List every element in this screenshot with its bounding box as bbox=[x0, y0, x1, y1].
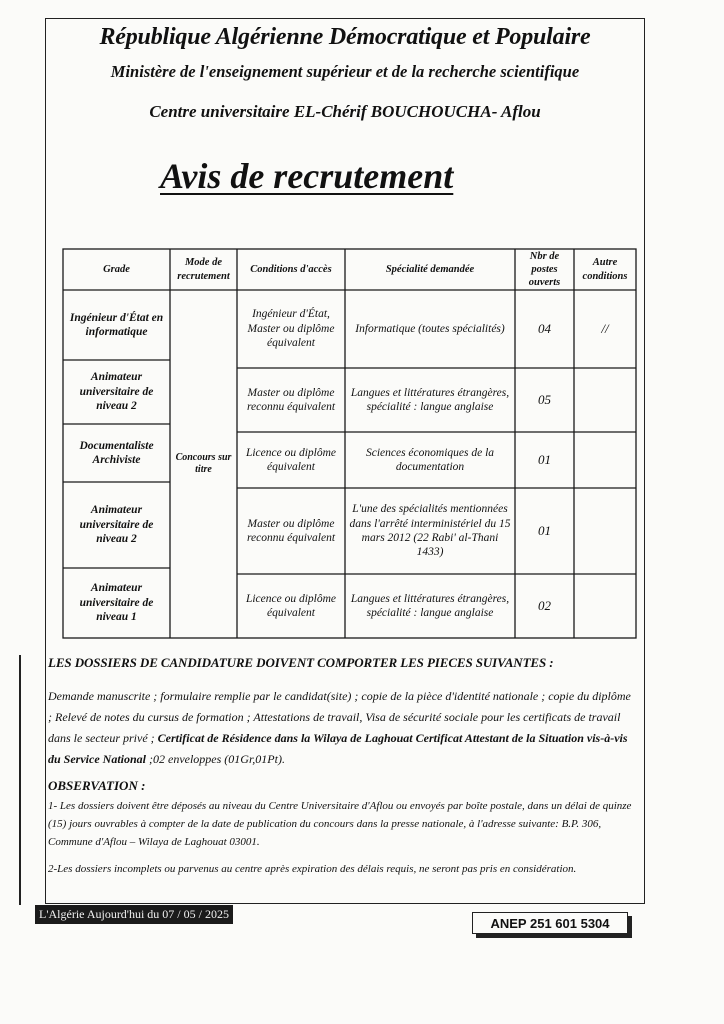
header-ministry: Ministère de l'enseignement supérieur et de la recherche scientifique bbox=[110, 62, 580, 81]
postes-cell: 05 bbox=[538, 391, 551, 407]
recruitment-table bbox=[62, 248, 638, 640]
col-header-autre: Autre conditions bbox=[582, 257, 628, 282]
mode-cell: Concours sur titre bbox=[175, 451, 232, 475]
postes-cell: 02 bbox=[538, 597, 551, 613]
header-institution: Centre universitaire EL-Chérif BOUCHOUCHA- Aflou bbox=[149, 102, 541, 121]
specialite-cell: Sciences économiques de la documentation bbox=[365, 446, 495, 473]
margin-rule bbox=[19, 655, 21, 905]
observation-item-1: 1- Les dossiers doivent être déposés au niveau du Centre Universitaire d'Aflou ou envoyés par boîte postale, dans un délai de quinze (15) jours ouvrables à compter de la date de publication du concours dans la presse nationale, à l'adresse suivante: B.P. 306, Commune d'Aflou – Wilaya de Laghouat 03001. bbox=[48, 800, 632, 848]
postes-cell: 01 bbox=[538, 522, 551, 538]
postes-cell: 01 bbox=[538, 451, 551, 467]
specialite-cell: Informatique (toutes spécialités) bbox=[355, 322, 505, 335]
dossiers-text-bold: Certificat de Résidence dans la Wilaya de Laghouat Certificat Attestant de la Situation vis-à-vis du Service National bbox=[48, 731, 628, 766]
col-header-postes: Nbr de postes ouverts bbox=[528, 250, 561, 289]
grade-cell: Documentaliste Archiviste bbox=[79, 439, 154, 466]
dossiers-text-end: ;02 enveloppes (01Gr,01Pt). bbox=[146, 752, 285, 766]
specialite-cell: Langues et littératures étrangères, spécialité : langue anglaise bbox=[350, 592, 510, 619]
col-header-conditions: Conditions d'accès bbox=[250, 263, 332, 275]
autre-cell bbox=[574, 574, 636, 638]
newspaper-source: L'Algérie Aujourd'hui du 07 / 05 / 2025 bbox=[35, 905, 233, 924]
conditions-cell: Master ou diplôme reconnu équivalent bbox=[246, 386, 336, 413]
specialite-cell: Langues et littératures étrangères, spécialité : langue anglaise bbox=[350, 386, 510, 413]
autre-cell bbox=[574, 488, 636, 574]
specialite-cell: L'une des spécialités mentionnées dans l'arrêté interministériel du 15 mars 2012 (22 Rabi' al-Thani 1433) bbox=[349, 503, 511, 559]
autre-cell bbox=[574, 432, 636, 488]
page-title: Avis de recrutement bbox=[160, 156, 454, 196]
anep-reference: ANEP 251 601 5304 bbox=[472, 912, 628, 934]
dossiers-list bbox=[48, 686, 632, 770]
col-header-specialite: Spécialité demandée bbox=[385, 263, 475, 275]
observation-heading: OBSERVATION : bbox=[48, 778, 146, 793]
grade-cell: Animateur universitaire de niveau 2 bbox=[79, 371, 154, 413]
conditions-cell: Licence ou diplôme équivalent bbox=[245, 592, 337, 619]
observation-item-2: 2-Les dossiers incomplets ou parvenus au centre après expiration des délais requis, ne seront pas pris en considération. bbox=[48, 863, 577, 875]
autre-cell bbox=[574, 368, 636, 432]
col-header-grade: Grade bbox=[103, 263, 130, 275]
dossiers-text: Demande manuscrite ; formulaire remplie par le candidat(site) ; copie de la pièce d'identité nationale ; copie du diplôme ; Relevé de notes du cursus de formation ; Attestations de travail, Visa de sécurité sociale pour les certificats de travail dans le secteur privé ; bbox=[48, 689, 631, 745]
dossiers-heading: LES DOSSIERS DE CANDIDATURE DOIVENT COMPORTER LES PIECES SUIVANTES : bbox=[48, 655, 554, 670]
header-republic: République Algérienne Démocratique et Populaire bbox=[99, 24, 591, 50]
postes-cell: 04 bbox=[538, 320, 551, 336]
conditions-cell: Licence ou diplôme équivalent bbox=[245, 446, 337, 473]
grade-cell: Animateur universitaire de niveau 2 bbox=[79, 504, 154, 546]
grade-cell: Animateur universitaire de niveau 1 bbox=[79, 582, 154, 624]
conditions-cell: Master ou diplôme reconnu équivalent bbox=[246, 517, 336, 544]
col-header-mode: Mode de recrutement bbox=[177, 257, 230, 282]
grade-cell: Ingénieur d'État en informatique bbox=[69, 311, 164, 338]
autre-cell: // bbox=[601, 320, 609, 336]
conditions-cell: Ingénieur d'État, Master ou diplôme équivalent bbox=[247, 308, 335, 350]
